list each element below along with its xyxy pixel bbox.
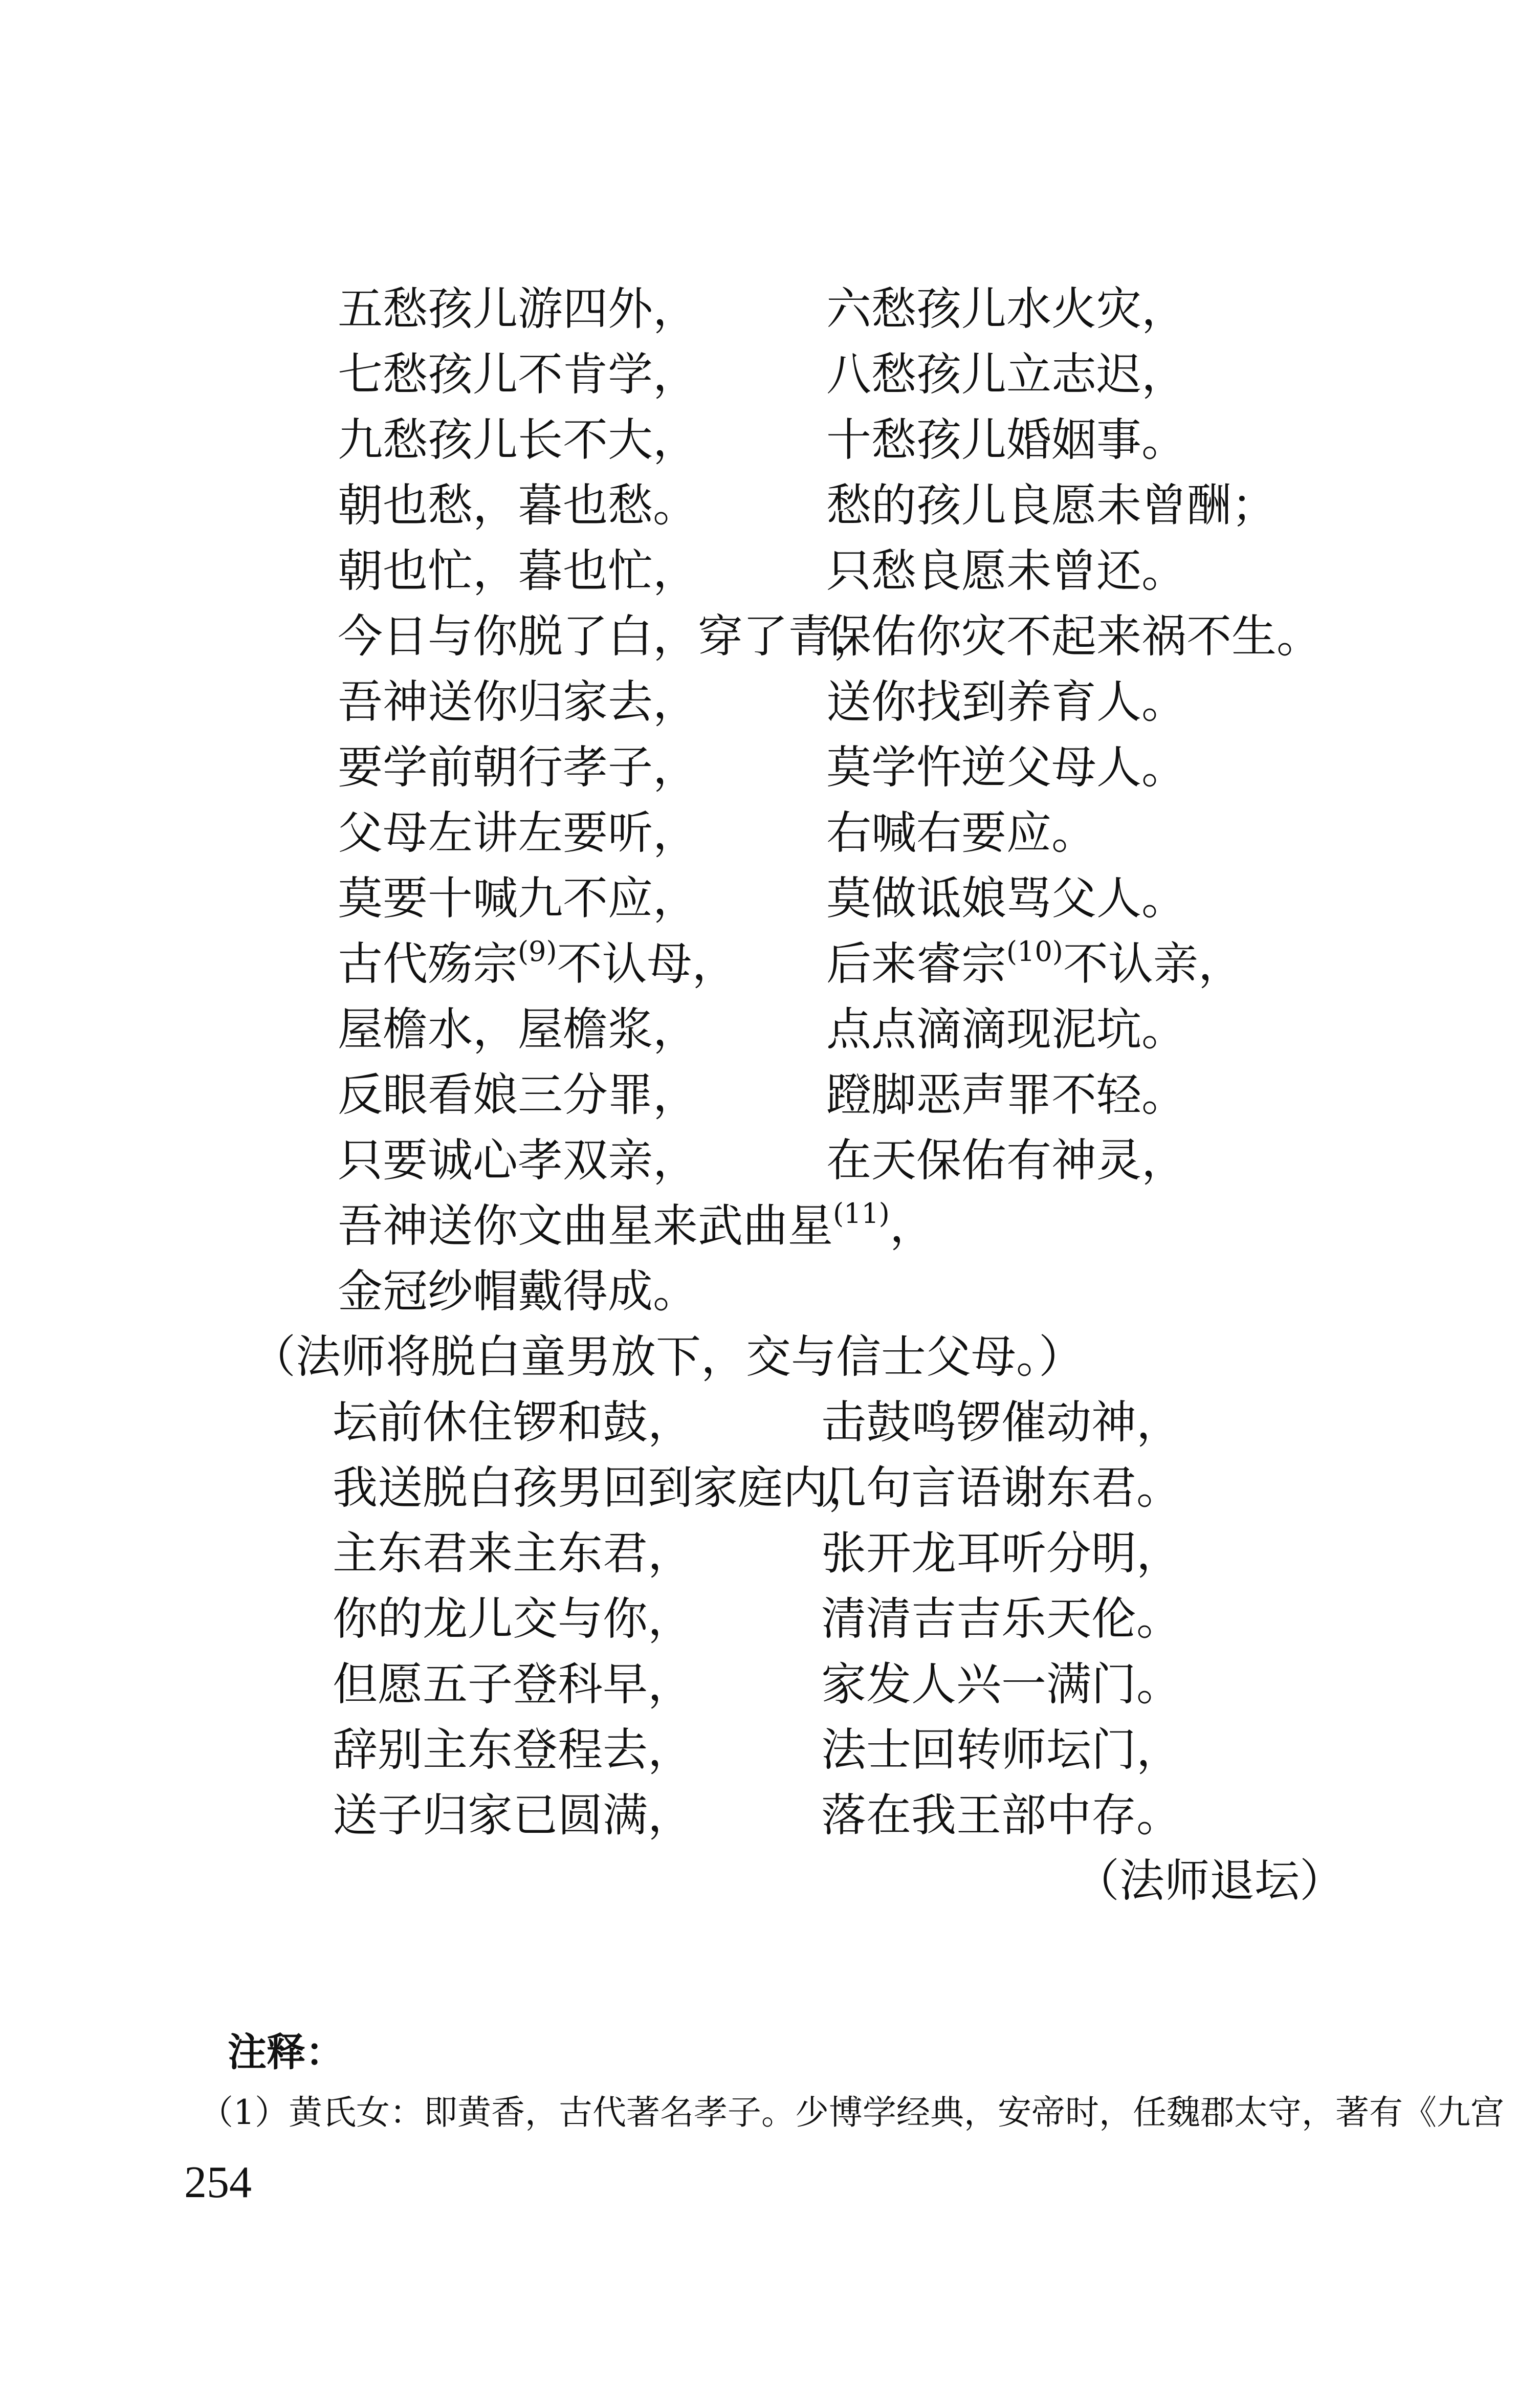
poem-left-verse: 五愁孩儿游四外， xyxy=(338,282,698,335)
poem-verse: 金冠纱帽戴得成。 xyxy=(338,1265,698,1318)
poem-right-verse: 保佑你灾不起来祸不生。 xyxy=(826,610,1322,663)
poem-left-verse: 辞别主东登程去， xyxy=(333,1723,693,1776)
poem-right-verse: 后来睿宗$^{(10)}$不认亲， xyxy=(826,935,1243,990)
poem-left-verse: 只要诚心孝双亲， xyxy=(338,1134,698,1187)
poem-right-verse: 八愁孩儿立志迟， xyxy=(826,348,1187,401)
stage-direction-end: （法师退坛） xyxy=(1074,1854,1345,1907)
poem-left-verse: 屋檐水，屋檐浆， xyxy=(338,1003,698,1056)
poem-row xyxy=(0,1128,1540,1193)
poem-left-verse: 坛前休住锣和鼓， xyxy=(333,1396,693,1449)
poem-right-verse: 家发人兴一满门。 xyxy=(821,1658,1182,1711)
poem-row xyxy=(0,1783,1540,1848)
footnote-ref-10: (10) xyxy=(1006,935,1063,968)
poem-row xyxy=(0,604,1540,669)
poem-left-verse: 要学前朝行孝子， xyxy=(338,741,698,794)
poem-left-verse: 父母左讲左要听， xyxy=(338,806,698,859)
poem-left-verse: 吾神送你归家去， xyxy=(338,675,698,728)
poem-row xyxy=(0,800,1540,866)
poem-row xyxy=(0,1521,1540,1586)
poem-right-verse: 几句言语谢东君。 xyxy=(821,1461,1182,1514)
stage-direction: （法师将脱白童男放下，交与信士父母。） xyxy=(251,1330,1084,1383)
poem-left-verse: 反眼看娘三分罪， xyxy=(338,1068,698,1121)
poem-row xyxy=(0,735,1540,800)
poem-row xyxy=(0,276,1540,342)
poem-right-verse: 蹬脚恶声罪不轻。 xyxy=(826,1068,1187,1121)
poem-row-footnotes xyxy=(0,931,1540,997)
poem-row xyxy=(0,407,1540,473)
poem-left-verse: 主东君来主东君， xyxy=(333,1527,693,1580)
poem-left-verse: 古代殇宗$^{(9)}$不认母， xyxy=(338,935,737,990)
poem-row xyxy=(0,1390,1540,1455)
poem-row xyxy=(0,473,1540,538)
poem-right-verse: 击鼓鸣锣催动神， xyxy=(821,1396,1182,1449)
notes-heading: 注释： xyxy=(228,2029,344,2075)
poem-left-verse: 今日与你脱了白，穿了青， xyxy=(338,610,878,663)
poem-row xyxy=(0,997,1540,1062)
poem-left-verse: 七愁孩儿不肯学， xyxy=(338,348,698,401)
poem-right-verse: 清清吉吉乐天伦。 xyxy=(821,1592,1182,1645)
poem-left-verse: 九愁孩儿长不大， xyxy=(338,413,698,466)
poem-right-verse: 送你找到养育人。 xyxy=(826,675,1187,728)
poem-left-verse: 朝也忙，暮也忙， xyxy=(338,544,698,597)
poem-row xyxy=(0,538,1540,604)
poem-left-verse: 送子归家已圆满， xyxy=(333,1789,693,1842)
page-number: 254 xyxy=(184,2158,252,2207)
poem-right-verse: 法士回转师坛门， xyxy=(821,1723,1182,1776)
poem-row xyxy=(0,1652,1540,1717)
poem-left-verse: 朝也愁，暮也愁。 xyxy=(338,479,698,532)
poem-right-verse: 十愁孩儿婚姻事。 xyxy=(826,413,1187,466)
poem-row-star xyxy=(0,1193,1540,1259)
poem-row xyxy=(0,342,1540,407)
poem-right-verse: 莫学忤逆父母人。 xyxy=(826,741,1187,794)
poem-row xyxy=(0,1062,1540,1128)
poem-right-verse: 点点滴滴现泥坑。 xyxy=(826,1003,1187,1056)
stage-direction-end-row xyxy=(0,1848,1540,1914)
footnote-ref-11: (11) xyxy=(833,1197,890,1230)
poem-right-verse: 六愁孩儿水火灾， xyxy=(826,282,1187,335)
poem-right-verse: 右喊右要应。 xyxy=(826,806,1097,859)
poem-left-verse: 你的龙儿交与你， xyxy=(333,1592,693,1645)
poem-right-verse: 在天保佑有神灵， xyxy=(826,1134,1187,1187)
poem-right-verse: 只愁良愿未曾还。 xyxy=(826,544,1187,597)
poem-row xyxy=(0,1455,1540,1521)
footnote-ref-9: (9) xyxy=(518,935,557,968)
poem-left-verse: 我送脱白孩男回到家庭内， xyxy=(333,1461,873,1514)
poem-row xyxy=(0,866,1540,931)
poem-row xyxy=(0,1717,1540,1783)
poem-row xyxy=(0,669,1540,735)
poem-body xyxy=(0,276,1540,1914)
poem-right-verse: 愁的孩儿良愿未曾酬； xyxy=(826,479,1277,532)
poem-right-verse: 莫做诋娘骂父人。 xyxy=(826,872,1187,925)
poem-left-verse: 莫要十喊九不应， xyxy=(338,872,698,925)
poem-row xyxy=(0,1586,1540,1652)
poem-right-verse: 落在我王部中存。 xyxy=(821,1789,1182,1842)
poem-verse: 吾神送你文曲星来武曲星$^{(11)}$， xyxy=(338,1197,935,1252)
stage-direction-row xyxy=(0,1324,1540,1390)
poem-row-crown xyxy=(0,1259,1540,1324)
note-line-1: （1）黄氏女：即黄香，古代著名孝子。少博学经典，安帝时，任魏郡太守，著有《九宫 xyxy=(200,2093,1504,2132)
poem-right-verse: 张开龙耳听分明， xyxy=(821,1527,1182,1580)
poem-left-verse: 但愿五子登科早， xyxy=(333,1658,693,1711)
